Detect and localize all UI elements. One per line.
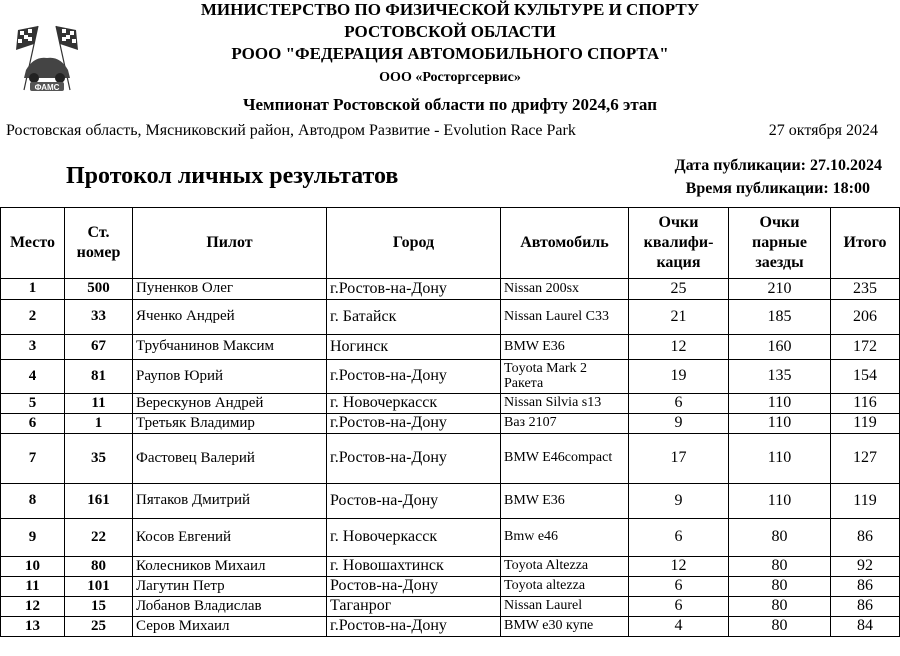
table-row [1, 519, 900, 557]
total-cell: 206 [831, 300, 900, 335]
city-cell: г.Ростов-на-Дону [327, 434, 501, 484]
total-cell: 84 [831, 617, 900, 637]
total-cell: 235 [831, 279, 900, 300]
number-cell: 11 [65, 394, 133, 414]
protocol-title: Протокол личных результатов [66, 163, 399, 189]
pairs-cell: 80 [729, 597, 831, 617]
car-cell: Bmw e46 [501, 519, 629, 557]
table-row [1, 577, 900, 597]
pairs-cell: 135 [729, 360, 831, 394]
car-cell: Nissan Laurel [501, 597, 629, 617]
qualification-cell: 17 [629, 434, 729, 484]
header-city: Город [327, 208, 501, 279]
car-cell: Nissan Silvia s13 [501, 394, 629, 414]
qualification-cell: 6 [629, 519, 729, 557]
qualification-cell: 9 [629, 414, 729, 434]
table-row [1, 484, 900, 519]
ministry-title: МИНИСТЕРСТВО ПО ФИЗИЧЕСКОЙ КУЛЬТУРЕ И СПОРТУ [200, 0, 700, 19]
city-cell: г.Ростов-на-Дону [327, 414, 501, 434]
table-row [1, 617, 900, 637]
place-cell: 10 [1, 557, 65, 577]
event-title: Чемпионат Ростовской области по дрифту 2024,6 этап [243, 95, 657, 114]
number-cell: 81 [65, 360, 133, 394]
header-total: Итого [831, 208, 900, 279]
place-cell: 13 [1, 617, 65, 637]
pilot-cell: Яченко Андрей [133, 300, 327, 335]
pilot-cell: Лобанов Владислав [133, 597, 327, 617]
place-cell: 5 [1, 394, 65, 414]
car-cell: BMW e30 купе [501, 617, 629, 637]
city-cell: г.Ростов-на-Дону [327, 617, 501, 637]
total-cell: 119 [831, 484, 900, 519]
total-cell: 119 [831, 414, 900, 434]
qualification-cell: 6 [629, 597, 729, 617]
pairs-cell: 80 [729, 557, 831, 577]
place-cell: 3 [1, 335, 65, 360]
car-cell: BMW E36 [501, 335, 629, 360]
pilot-cell: Серов Михаил [133, 617, 327, 637]
total-cell: 92 [831, 557, 900, 577]
place-cell: 8 [1, 484, 65, 519]
pilot-cell: Пятаков Дмитрий [133, 484, 327, 519]
city-cell: г.Ростов-на-Дону [327, 360, 501, 394]
number-cell: 35 [65, 434, 133, 484]
region-title: РОСТОВСКОЙ ОБЛАСТИ [344, 22, 556, 41]
total-cell: 116 [831, 394, 900, 414]
qualification-cell: 6 [629, 394, 729, 414]
pairs-cell: 110 [729, 414, 831, 434]
pairs-cell: 80 [729, 577, 831, 597]
pilot-cell: Фастовец Валерий [133, 434, 327, 484]
header-pairs: Очки парные заезды [729, 208, 831, 279]
venue: Ростовская область, Мясниковский район, Автодром Развитие - Evolution Race Park [6, 122, 576, 139]
place-cell: 2 [1, 300, 65, 335]
qualification-cell: 12 [629, 335, 729, 360]
total-cell: 172 [831, 335, 900, 360]
pairs-cell: 185 [729, 300, 831, 335]
place-cell: 1 [1, 279, 65, 300]
place-cell: 12 [1, 597, 65, 617]
pilot-cell: Верескунов Андрей [133, 394, 327, 414]
city-cell: г. Новочеркасск [327, 394, 501, 414]
city-cell: г. Батайск [327, 300, 501, 335]
number-cell: 67 [65, 335, 133, 360]
number-cell: 500 [65, 279, 133, 300]
number-cell: 161 [65, 484, 133, 519]
car-cell: Nissan Laurel C33 [501, 300, 629, 335]
pilot-cell: Трубчанинов Максим [133, 335, 327, 360]
city-cell: Таганрог [327, 597, 501, 617]
table-row [1, 335, 900, 360]
header-pilot: Пилот [133, 208, 327, 279]
table-row [1, 279, 900, 300]
pilot-cell: Пуненков Олег [133, 279, 327, 300]
header-number: Ст. номер [65, 208, 133, 279]
number-cell: 80 [65, 557, 133, 577]
place-cell: 4 [1, 360, 65, 394]
total-cell: 127 [831, 434, 900, 484]
table-row [1, 394, 900, 414]
car-cell: BMW E46compact [501, 434, 629, 484]
number-cell: 25 [65, 617, 133, 637]
table-header-row [1, 208, 900, 279]
header-car: Автомобиль [501, 208, 629, 279]
table-row [1, 360, 900, 394]
pilot-cell: Косов Евгений [133, 519, 327, 557]
car-cell: Toyota altezza [501, 577, 629, 597]
city-cell: г.Ростов-на-Дону [327, 279, 501, 300]
city-cell: Ростов-на-Дону [327, 577, 501, 597]
qualification-cell: 19 [629, 360, 729, 394]
city-cell: Ростов-на-Дону [327, 484, 501, 519]
pairs-cell: 110 [729, 484, 831, 519]
pairs-cell: 160 [729, 335, 831, 360]
pairs-cell: 110 [729, 434, 831, 484]
event-date: 27 октября 2024 [768, 122, 878, 139]
qualification-cell: 4 [629, 617, 729, 637]
svg-text:ФАМС: ФАМС [34, 83, 60, 92]
pairs-cell: 80 [729, 617, 831, 637]
pilot-cell: Раупов Юрий [133, 360, 327, 394]
number-cell: 1 [65, 414, 133, 434]
table-row [1, 434, 900, 484]
pairs-cell: 80 [729, 519, 831, 557]
qualification-cell: 25 [629, 279, 729, 300]
table-row [1, 300, 900, 335]
table-row [1, 414, 900, 434]
place-cell: 9 [1, 519, 65, 557]
qualification-cell: 12 [629, 557, 729, 577]
car-cell: Toyota Mark 2 Ракета [501, 360, 629, 394]
number-cell: 33 [65, 300, 133, 335]
pilot-cell: Колесников Михаил [133, 557, 327, 577]
total-cell: 86 [831, 597, 900, 617]
car-cell: Ваз 2107 [501, 414, 629, 434]
organizer-title: ООО «Росторгсервис» [379, 70, 521, 85]
qualification-cell: 6 [629, 577, 729, 597]
number-cell: 15 [65, 597, 133, 617]
pairs-cell: 110 [729, 394, 831, 414]
pilot-cell: Третьяк Владимир [133, 414, 327, 434]
city-cell: г. Новошахтинск [327, 557, 501, 577]
car-cell: Toyota Altezza [501, 557, 629, 577]
total-cell: 86 [831, 577, 900, 597]
pairs-cell: 210 [729, 279, 831, 300]
header-qualification: Очки квалифи-кация [629, 208, 729, 279]
place-cell: 11 [1, 577, 65, 597]
table-row [1, 597, 900, 617]
qualification-cell: 9 [629, 484, 729, 519]
city-cell: г. Новочеркасск [327, 519, 501, 557]
table-row [1, 557, 900, 577]
car-cell: BMW E36 [501, 484, 629, 519]
federation-title: РООО "ФЕДЕРАЦИЯ АВТОМОБИЛЬНОГО СПОРТА" [231, 44, 669, 63]
car-cell: Nissan 200sx [501, 279, 629, 300]
number-cell: 22 [65, 519, 133, 557]
publication-date: Дата публикации: 27.10.2024 [674, 157, 882, 174]
city-cell: Ногинск [327, 335, 501, 360]
place-cell: 6 [1, 414, 65, 434]
pilot-cell: Лагутин Петр [133, 577, 327, 597]
header-place: Место [1, 208, 65, 279]
number-cell: 101 [65, 577, 133, 597]
publication-time: Время публикации: 18:00 [685, 180, 870, 197]
results-table [0, 207, 900, 637]
total-cell: 86 [831, 519, 900, 557]
place-cell: 7 [1, 434, 65, 484]
qualification-cell: 21 [629, 300, 729, 335]
total-cell: 154 [831, 360, 900, 394]
